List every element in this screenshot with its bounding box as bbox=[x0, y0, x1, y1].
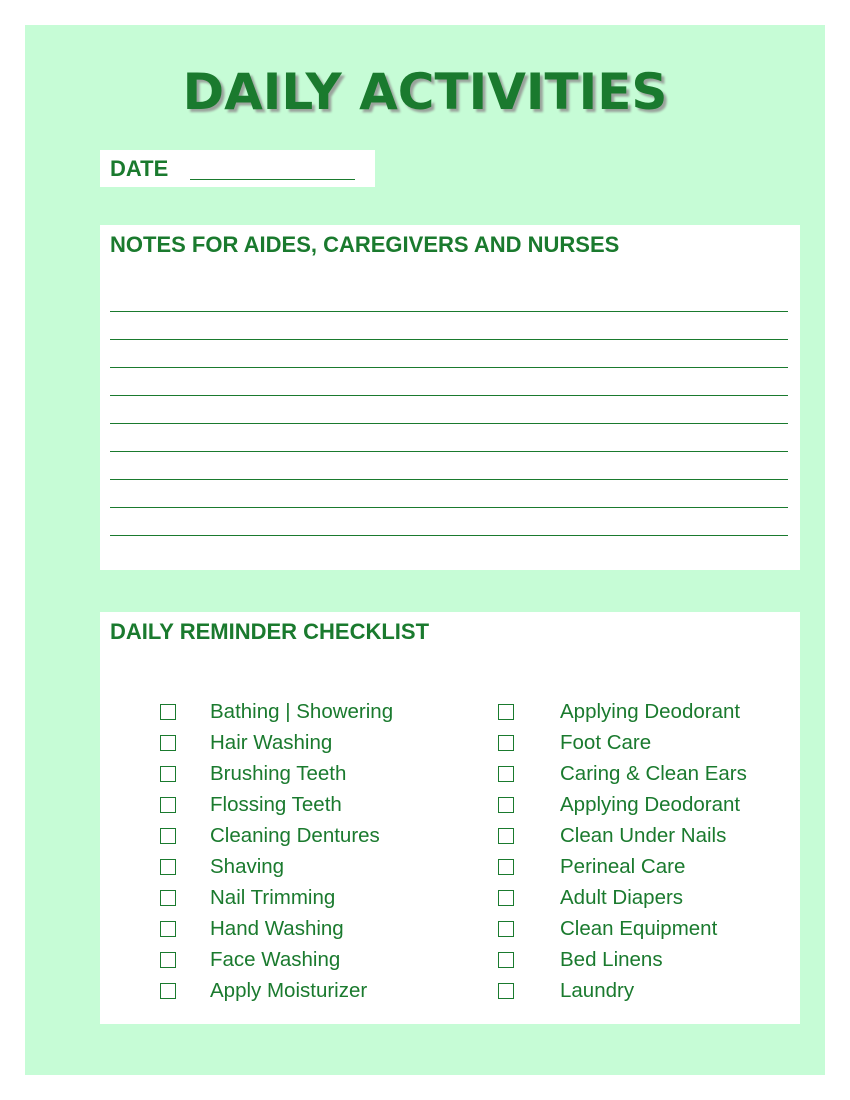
checklist-item-label: Foot Care bbox=[560, 731, 652, 754]
checkbox[interactable] bbox=[498, 828, 514, 844]
checkbox[interactable] bbox=[498, 983, 514, 999]
checkbox[interactable] bbox=[498, 735, 514, 751]
checklist-item-label: Adult Diapers bbox=[560, 886, 684, 909]
checkbox[interactable] bbox=[160, 983, 176, 999]
checklist-item-label: Flossing Teeth bbox=[210, 793, 342, 816]
date-label: DATE bbox=[110, 156, 169, 181]
checkbox[interactable] bbox=[160, 952, 176, 968]
checklist-item-label: Brushing Teeth bbox=[210, 762, 347, 785]
checklist-item-label: Bathing | Showering bbox=[210, 700, 394, 723]
checkbox[interactable] bbox=[160, 890, 176, 906]
checkbox[interactable] bbox=[160, 859, 176, 875]
date-field-box bbox=[100, 150, 375, 187]
checklist-item-label: Cleaning Dentures bbox=[210, 824, 380, 847]
note-line[interactable] bbox=[110, 367, 788, 368]
date-input-line[interactable] bbox=[190, 179, 355, 180]
checklist-item-label: Laundry bbox=[560, 979, 635, 1002]
checkbox[interactable] bbox=[160, 797, 176, 813]
checkbox[interactable] bbox=[498, 704, 514, 720]
checkbox[interactable] bbox=[498, 952, 514, 968]
note-line[interactable] bbox=[110, 395, 788, 396]
checklist-item-label: Apply Moisturizer bbox=[210, 979, 368, 1002]
note-line[interactable] bbox=[110, 311, 788, 312]
checklist-item-label: Applying Deodorant bbox=[560, 700, 741, 723]
checklist-item-label: Hair Washing bbox=[210, 731, 333, 754]
notes-section bbox=[100, 225, 800, 570]
checklist-item-label: Hand Washing bbox=[210, 917, 344, 940]
note-line[interactable] bbox=[110, 451, 788, 452]
checkbox[interactable] bbox=[498, 859, 514, 875]
note-line[interactable] bbox=[110, 339, 788, 340]
checklist-item-label: Shaving bbox=[210, 855, 285, 878]
checkbox[interactable] bbox=[498, 921, 514, 937]
checkbox[interactable] bbox=[160, 766, 176, 782]
note-line[interactable] bbox=[110, 507, 788, 508]
checklist-item-label: Perineal Care bbox=[560, 855, 686, 878]
checkbox[interactable] bbox=[160, 704, 176, 720]
checklist-heading: DAILY REMINDER CHECKLIST bbox=[110, 619, 430, 644]
checklist-item-label: Applying Deodorant bbox=[560, 793, 741, 816]
checkbox[interactable] bbox=[498, 890, 514, 906]
checkbox[interactable] bbox=[160, 921, 176, 937]
note-line[interactable] bbox=[110, 479, 788, 480]
checklist-item-label: Bed Linens bbox=[560, 948, 663, 971]
checkbox[interactable] bbox=[160, 735, 176, 751]
checklist-section bbox=[100, 612, 800, 1024]
checklist-item-label: Clean Equipment bbox=[560, 917, 718, 940]
checkbox[interactable] bbox=[498, 797, 514, 813]
page-title: DAILY ACTIVITIES bbox=[182, 63, 668, 121]
notes-heading: NOTES FOR AIDES, CAREGIVERS AND NURSES bbox=[110, 232, 620, 257]
checkbox[interactable] bbox=[498, 766, 514, 782]
checklist-item-label: Caring & Clean Ears bbox=[560, 762, 747, 785]
checklist-item-label: Nail Trimming bbox=[210, 886, 336, 909]
checkbox[interactable] bbox=[160, 828, 176, 844]
note-line[interactable] bbox=[110, 423, 788, 424]
checklist-item-label: Clean Under Nails bbox=[560, 824, 727, 847]
checklist-item-label: Face Washing bbox=[210, 948, 341, 971]
note-line[interactable] bbox=[110, 535, 788, 536]
page-sheet bbox=[25, 25, 825, 1075]
